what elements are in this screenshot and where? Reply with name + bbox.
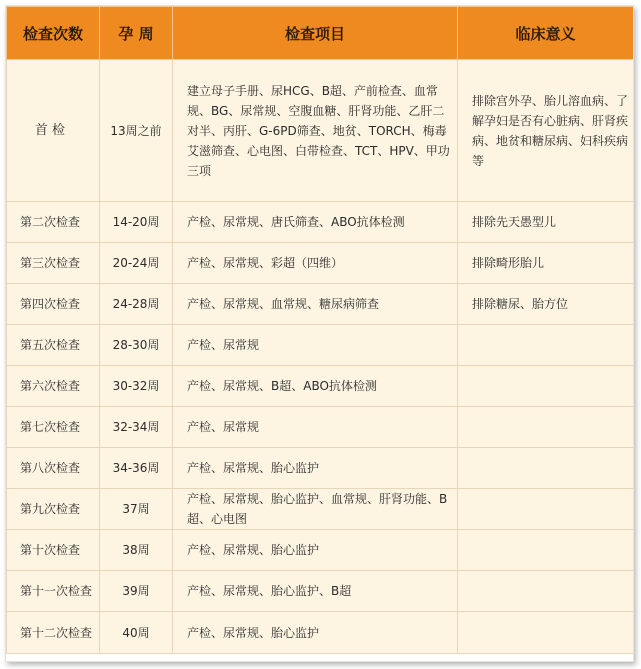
- visit-cell: 第十次检查: [7, 530, 100, 571]
- items-cell: 产检、尿常规: [173, 325, 458, 366]
- week-cell: 38周: [100, 530, 173, 571]
- meaning-cell: [458, 489, 634, 530]
- items-cell: 产检、尿常规、唐氏筛查、ABO抗体检测: [173, 202, 458, 243]
- items-cell: 产检、尿常规、胎心监护: [173, 530, 458, 571]
- table-row: [7, 60, 634, 202]
- meaning-cell: 排除畸形胎儿: [458, 243, 634, 284]
- week-cell: 37周: [100, 489, 173, 530]
- table-row: [7, 202, 634, 243]
- week-cell: 20-24周: [100, 243, 173, 284]
- table-row: [7, 448, 634, 489]
- week-cell: 13周之前: [100, 60, 173, 202]
- meaning-cell: [458, 571, 634, 612]
- meaning-cell: [458, 530, 634, 571]
- visit-cell: 第二次检查: [7, 202, 100, 243]
- week-cell: 28-30周: [100, 325, 173, 366]
- table-row: [7, 325, 634, 366]
- header-clinical-significance: 临床意义: [458, 7, 634, 60]
- header-gestational-week: 孕 周: [100, 7, 173, 60]
- prenatal-checkup-table: [6, 6, 634, 654]
- table-row: [7, 243, 634, 284]
- table-row: [7, 571, 634, 612]
- table-row: [7, 489, 634, 530]
- header-check-items: 检查项目: [173, 7, 458, 60]
- meaning-cell: [458, 407, 634, 448]
- week-cell: 39周: [100, 571, 173, 612]
- table-row: [7, 612, 634, 654]
- items-cell: 产检、尿常规、胎心监护、B超: [173, 571, 458, 612]
- table-row: [7, 530, 634, 571]
- meaning-cell: [458, 366, 634, 407]
- meaning-cell: [458, 448, 634, 489]
- visit-cell: 第九次检查: [7, 489, 100, 530]
- week-cell: 32-34周: [100, 407, 173, 448]
- visit-cell: 第三次检查: [7, 243, 100, 284]
- table-header-row: [7, 7, 634, 60]
- table-row: [7, 284, 634, 325]
- meaning-cell: 排除先天愚型儿: [458, 202, 634, 243]
- week-cell: 14-20周: [100, 202, 173, 243]
- meaning-cell: [458, 612, 634, 654]
- items-cell: 产检、尿常规、胎心监护: [173, 448, 458, 489]
- items-cell: 产检、尿常规、B超、ABO抗体检测: [173, 366, 458, 407]
- visit-cell: 第六次检查: [7, 366, 100, 407]
- table-row: [7, 407, 634, 448]
- visit-cell: 首 检: [7, 60, 100, 202]
- items-cell: 产检、尿常规: [173, 407, 458, 448]
- items-cell: 产检、尿常规、彩超（四维）: [173, 243, 458, 284]
- prenatal-checkup-table-frame: [5, 5, 634, 662]
- items-cell: 产检、尿常规、胎心监护: [173, 612, 458, 654]
- meaning-cell: 排除糖尿、胎方位: [458, 284, 634, 325]
- meaning-cell: 排除宫外孕、胎儿溶血病、了解孕妇是否有心脏病、肝肾疾病、地贫和糖尿病、妇科疾病等: [458, 60, 634, 202]
- visit-cell: 第七次检查: [7, 407, 100, 448]
- table-row: [7, 366, 634, 407]
- visit-cell: 第十一次检查: [7, 571, 100, 612]
- items-cell: 产检、尿常规、血常规、糖尿病筛查: [173, 284, 458, 325]
- visit-cell: 第十二次检查: [7, 612, 100, 654]
- header-visit-count: 检查次数: [7, 7, 100, 60]
- week-cell: 30-32周: [100, 366, 173, 407]
- visit-cell: 第八次检查: [7, 448, 100, 489]
- visit-cell: 第五次检查: [7, 325, 100, 366]
- week-cell: 24-28周: [100, 284, 173, 325]
- items-cell: 建立母子手册、尿HCG、B超、产前检查、血常规、BG、尿常规、空腹血糖、肝肾功能、乙肝二对半、丙肝、G-6PD筛查、地贫、TORCH、梅毒艾滋筛查、心电图、白带检查、TCT、HPV、甲功三项: [173, 60, 458, 202]
- items-cell: 产检、尿常规、胎心监护、血常规、肝肾功能、B超、心电图: [173, 489, 458, 530]
- meaning-cell: [458, 325, 634, 366]
- visit-cell: 第四次检查: [7, 284, 100, 325]
- week-cell: 40周: [100, 612, 173, 654]
- week-cell: 34-36周: [100, 448, 173, 489]
